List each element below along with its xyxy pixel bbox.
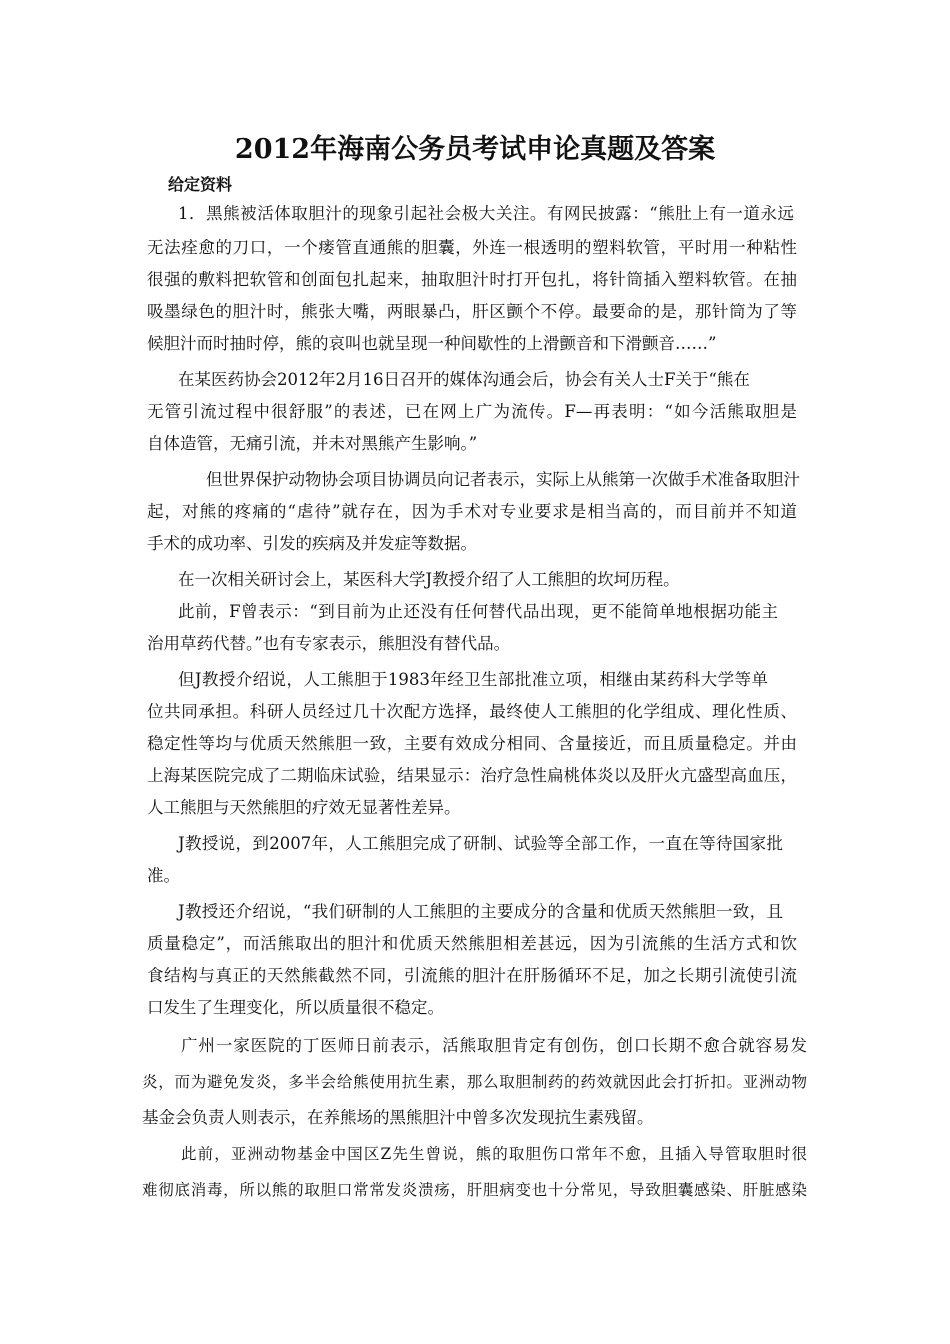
section-heading: 给定资料: [168, 175, 233, 194]
paragraph-line: 起，对熊的疼痛的“虐待”就存在，因为手术对专业要求是相当高的，而目前并不知道: [147, 502, 797, 521]
paragraph-line: 上海某医院完成了二期临床试验，结果显示：治疗急性扁桃体炎以及肝火亢盛型高血压，: [147, 766, 797, 785]
paragraph-line: 广州一家医院的丁医师日前表示，活熊取胆肯定有创伤，创口长期不愈合就容易发: [181, 1036, 807, 1055]
paragraph-line: 很强的敷料把软管和创面包扎起来，抽取胆汁时打开包扎，将针筒插入塑料软管。在抽: [147, 270, 797, 289]
page-title: 2012年海南公务员考试申论真题及答案: [234, 134, 716, 165]
paragraph-line: 人工熊胆与天然熊胆的疗效无显著性差异。: [147, 798, 461, 817]
paragraph-line: 此前，亚洲动物基金中国区Z先生曾说，熊的取胆伤口常年不愈，且插入导管取胆时很: [181, 1145, 807, 1163]
paragraph-line: 基金会负责人则表示，在养熊场的黑熊胆汁中曾多次发现抗生素残留。: [142, 1108, 654, 1127]
paragraph-line: 但J教授介绍说，人工熊胆于1983年经卫生部批准立项，相继由某药科大学等单: [178, 670, 768, 689]
paragraph-line: 治用草药代替。”也有专家表示，熊胆没有替代品。: [147, 634, 511, 653]
paragraph-line: 此前，F曾表示：“到目前为止还没有任何替代品出现，更不能简单地根据功能主: [178, 602, 778, 621]
paragraph-line: 在某医药协会2012年2月16日召开的媒体沟通会后，协会有关人士F关于“熊在: [178, 370, 750, 389]
paragraph-line: 炎，而为避免发炎，多半会给熊使用抗生素，那么取胆制药的药效就因此会打折扣。亚洲动物: [142, 1073, 807, 1091]
paragraph-line: J教授说，到2007年，人工熊胆完成了研制、试验等全部工作，一直在等待国家批: [178, 834, 783, 853]
paragraph-line: 稳定性等均与优质天然熊胆一致，主要有效成分相同、含量接近，而且质量稳定。并由: [147, 734, 797, 753]
paragraph-line: J教授还介绍说，“我们研制的人工熊胆的主要成分的含量和优质天然熊胆一致，且: [178, 902, 783, 921]
paragraph-line: 准。: [147, 866, 180, 885]
paragraph-line: 无管引流过程中很舒服”的表述，已在网上广为流传。F—再表明：“如今活熊取胆是: [147, 402, 797, 421]
paragraph-line: 候胆汁而时抽时停，熊的哀叫也就呈现一种间歇性的上滑颤音和下滑颤音……”: [147, 334, 717, 353]
paragraph-line: 手术的成功率、引发的疾病及并发症等数据。: [147, 534, 477, 553]
paragraph-line: 1．黑熊被活体取胆汁的现象引起社会极大关注。有网民披露：“熊肚上有一道永远: [178, 204, 794, 223]
paragraph-line: 吸墨绿色的胆汁时，熊张大嘴，两眼暴凸，肝区颤个不停。最要命的是，那针筒为了等: [147, 302, 797, 321]
paragraph-line: 在一次相关研讨会上，某医科大学J教授介绍了人工熊胆的坎坷历程。: [178, 570, 680, 589]
paragraph-line: 食结构与真正的天然熊截然不同，引流熊的胆汁在肝肠循环不足，加之长期引流使引流: [147, 966, 797, 985]
paragraph-line: 但世界保护动物协会项目协调员向记者表示，实际上从熊第一次做手术准备取胆汁: [206, 470, 800, 489]
paragraph-line: 质量稳定”，而活熊取出的胆汁和优质天然熊胆相差甚远，因为引流熊的生活方式和饮: [147, 934, 797, 953]
paragraph-line: 自体造管，无痛引流，并未对黑熊产生影响。”: [147, 434, 478, 453]
paragraph-line: 无法痊愈的刀口，一个瘘管直通熊的胆囊，外连一根透明的塑料软管，平时用一种粘性: [147, 238, 797, 257]
paragraph-line: 口发生了生理变化，所以质量很不稳定。: [147, 998, 444, 1017]
paragraph-line: 难彻底消毒，所以熊的取胆口常常发炎溃疡，肝胆病变也十分常见，导致胆囊感染、肝脏感染: [142, 1181, 807, 1199]
paragraph-line: 位共同承担。科研人员经过几十次配方选择，最终使人工熊胆的化学组成、理化性质、: [147, 702, 797, 721]
